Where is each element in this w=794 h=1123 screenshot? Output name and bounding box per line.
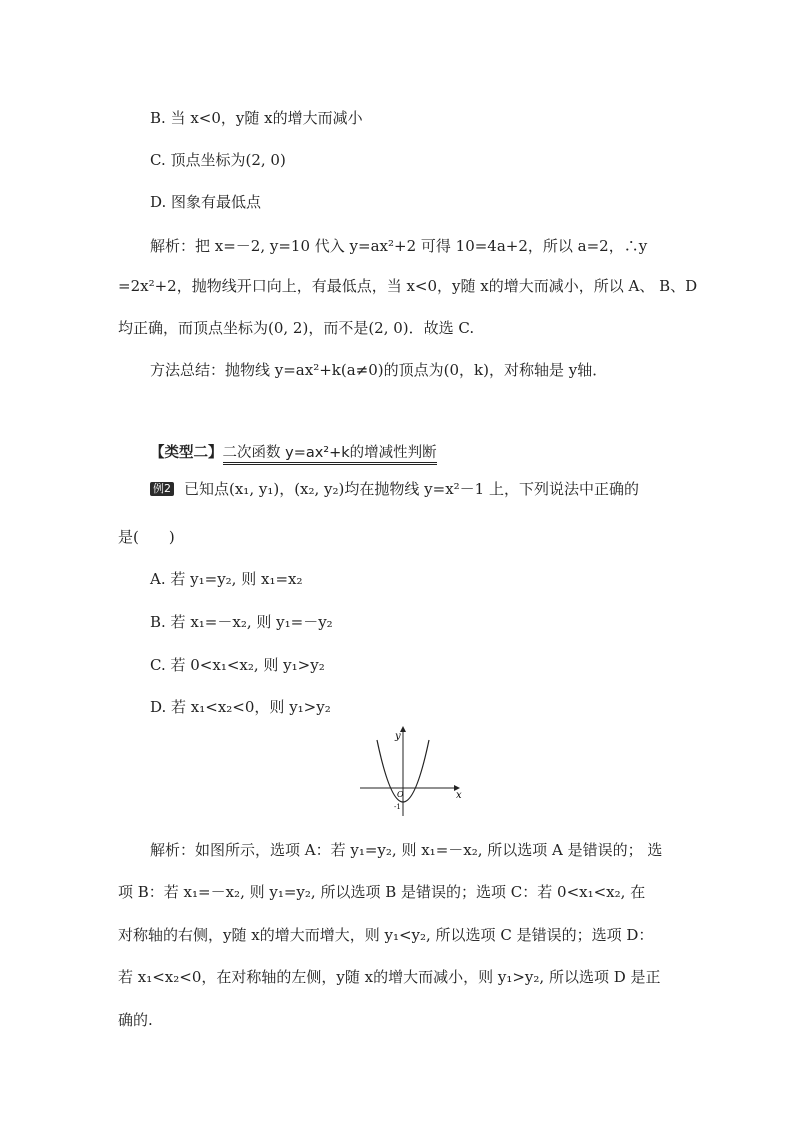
example-option-a: A. 若 y₁=y₂, 则 x₁=x₂ — [150, 570, 303, 588]
solution2-line1: 解析：如图所示，选项 A：若 y₁=y₂, 则 x₁=－x₂, 所以选项 A 是错误的； 选 — [150, 841, 663, 859]
solution2-line3: 对称轴的右侧，y随 x的增大而增大，则 y₁<y₂, 所以选项 C 是错误的；选项 D： — [118, 926, 654, 944]
example-option-d: D. 若 x₁<x₂<0，则 y₁>y₂ — [150, 698, 331, 716]
section-title: 二次函数 y=ax²+k的增减性判断 — [223, 445, 437, 465]
option-d-previous: D. 图象有最低点 — [150, 193, 262, 211]
example-badge: 例2 — [150, 482, 174, 496]
example-option-b: B. 若 x₁=－x₂, 则 y₁=－y₂ — [150, 613, 333, 631]
y-axis-arrow — [400, 726, 406, 732]
parabola-graph — [356, 726, 474, 818]
solution1-line2: =2x²+2，抛物线开口向上，有最低点，当 x<0，y随 x的增大而减小，所以 A、 B、D — [118, 277, 698, 295]
example-stem-line1 — [150, 479, 639, 499]
y-axis-label: y — [395, 731, 401, 742]
section-tag: 【类型二】 — [150, 445, 223, 461]
example-stem-text: 已知点(x₁, y₁)，(x₂, y₂)均在抛物线 y=x²－1 上，下列说法中正确的 — [184, 480, 639, 498]
solution1-line1: 解析：把 x=－2, y=10 代入 y=ax²+2 可得 10=4a+2，所以 a=2，∴y — [150, 237, 648, 255]
origin-label: O — [397, 790, 404, 799]
option-c-previous: C. 顶点坐标为(2, 0) — [150, 151, 286, 169]
example-option-c: C. 若 0<x₁<x₂, 则 y₁>y₂ — [150, 656, 325, 674]
method-summary: 方法总结：抛物线 y=ax²+k(a≠0)的顶点为(0，k)，对称轴是 y轴． — [150, 361, 608, 379]
solution2-line5: 确的. — [118, 1011, 153, 1029]
section-heading — [150, 443, 437, 463]
example-stem-line2: 是( ) — [118, 528, 175, 546]
solution1-line3: 均正确，而顶点坐标为(0, 2)，而不是(2, 0)．故选 C. — [118, 319, 475, 337]
minimum-label: -1 — [394, 803, 401, 811]
solution2-line4: 若 x₁<x₂<0，在对称轴的左侧，y随 x的增大而减小，则 y₁>y₂, 所以选项 D 是正 — [118, 968, 661, 986]
x-axis-label: x — [456, 790, 462, 801]
option-b-previous: B. 当 x<0，y随 x的增大而减小 — [150, 109, 363, 127]
solution2-line2: 项 B：若 x₁=－x₂, 则 y₁=y₂, 所以选项 B 是错误的；选项 C：若 0<x₁<x₂, 在 — [118, 883, 646, 901]
